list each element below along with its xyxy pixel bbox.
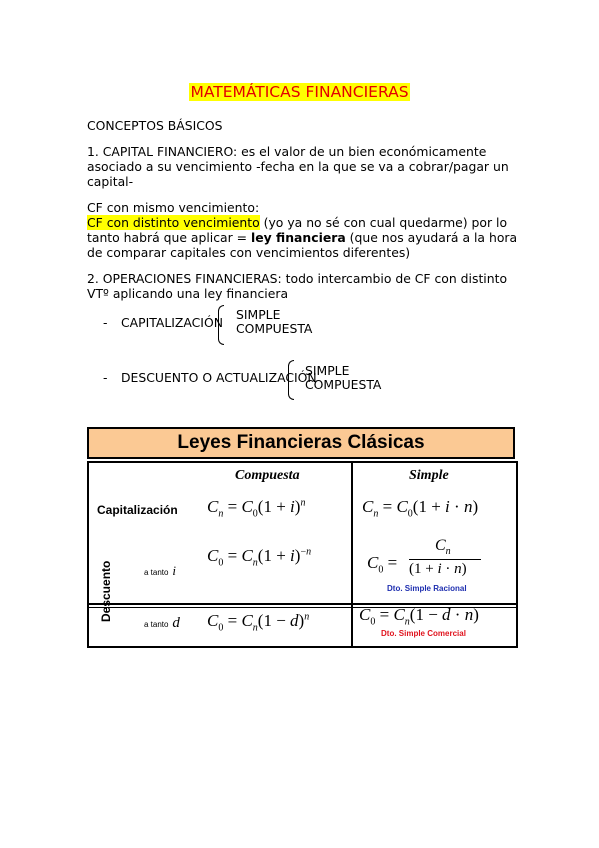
p1-line2: asociado a su vencimiento -fecha en la que se va a cobrar/pagar un — [87, 159, 509, 174]
highlighted-text: CF con distinto vencimiento — [87, 215, 260, 230]
p2-line1: CF con mismo vencimiento: — [87, 200, 260, 215]
p2-line3-a: tanto habrá que aplicar = — [87, 230, 252, 245]
page-title — [0, 83, 599, 101]
brace — [218, 305, 224, 345]
p1-line3: capital- — [87, 174, 134, 189]
fraction-bar — [409, 559, 481, 560]
sub-tanto-i — [144, 563, 176, 579]
section-heading: CONCEPTOS BÁSICOS — [87, 118, 223, 133]
p2-line2-rest: (yo ya no sé con cual quedarme) por lo — [259, 215, 508, 230]
note-dto-racional: Dto. Simple Racional — [387, 584, 467, 593]
fraction-numerator: $C_n$ — [435, 537, 451, 558]
option-simple: SIMPLE — [236, 307, 281, 322]
row-descuento: Descuento — [99, 560, 113, 622]
formula-capitalizacion-compuesta: $C_n = C_0(1 + i)^n$ — [207, 497, 306, 520]
column-divider — [351, 463, 353, 646]
table-banner: Leyes Financieras Clásicas — [87, 427, 515, 459]
tanto-var: d — [172, 615, 180, 631]
bold-term: ley financiera — [251, 230, 346, 245]
tanto-label: a tanto — [144, 620, 169, 629]
list-item-capitalizacion: CAPITALIZACIÓN — [121, 315, 223, 330]
row-capitalizacion: Capitalización — [97, 503, 178, 517]
formula-descuento-compuesto-i: $C_0 = C_n(1 + i)^{-n}$ — [207, 546, 312, 569]
tanto-var: i — [172, 563, 177, 578]
page-title-text: MATEMÁTICAS FINANCIERAS — [190, 83, 409, 101]
p3-line1: 2. OPERACIONES FINANCIERAS: todo intercambio de CF con distinto — [87, 271, 508, 286]
list-item-dash: - — [103, 370, 108, 385]
note-dto-comercial: Dto. Simple Comercial — [381, 629, 466, 638]
option-simple: SIMPLE — [305, 363, 350, 378]
formula-descuento-compuesto-d: $C_0 = C_n(1 - d)^n$ — [207, 611, 310, 634]
tanto-label: a tanto — [144, 568, 169, 577]
list-item-descuento: DESCUENTO O ACTUALIZACIÓN — [121, 370, 317, 385]
header-simple: Simple — [409, 468, 449, 483]
list-item-dash: - — [103, 315, 108, 330]
header-compuesta: Compuesta — [235, 468, 300, 483]
p3-line2: VTº aplicando una ley financiera — [87, 286, 289, 301]
formula-descuento-racional: $C_0$ = — [367, 553, 398, 576]
p2-line4: de comparar capitales con vencimientos diferentes) — [87, 245, 411, 260]
fraction-denominator: (1 + i · n) — [409, 561, 467, 577]
option-compuesta: COMPUESTA — [236, 321, 313, 336]
p1-line1: 1. CAPITAL FINANCIERO: es el valor de un bien económicamente — [87, 144, 487, 159]
brace — [288, 360, 294, 400]
formula-table — [87, 461, 518, 648]
p2-line2 — [87, 215, 507, 230]
option-compuesta: COMPUESTA — [305, 377, 382, 392]
p2-line3-b: (que nos ayudará a la hora — [345, 230, 518, 245]
sub-tanto-d — [144, 615, 180, 632]
formula-descuento-comercial: $C_0 = C_n(1 - d \cdot n)$ — [359, 605, 479, 628]
formula-capitalizacion-simple: $C_n = C_0(1 + i \cdot n)$ — [362, 497, 479, 520]
p2-line3 — [87, 230, 517, 245]
